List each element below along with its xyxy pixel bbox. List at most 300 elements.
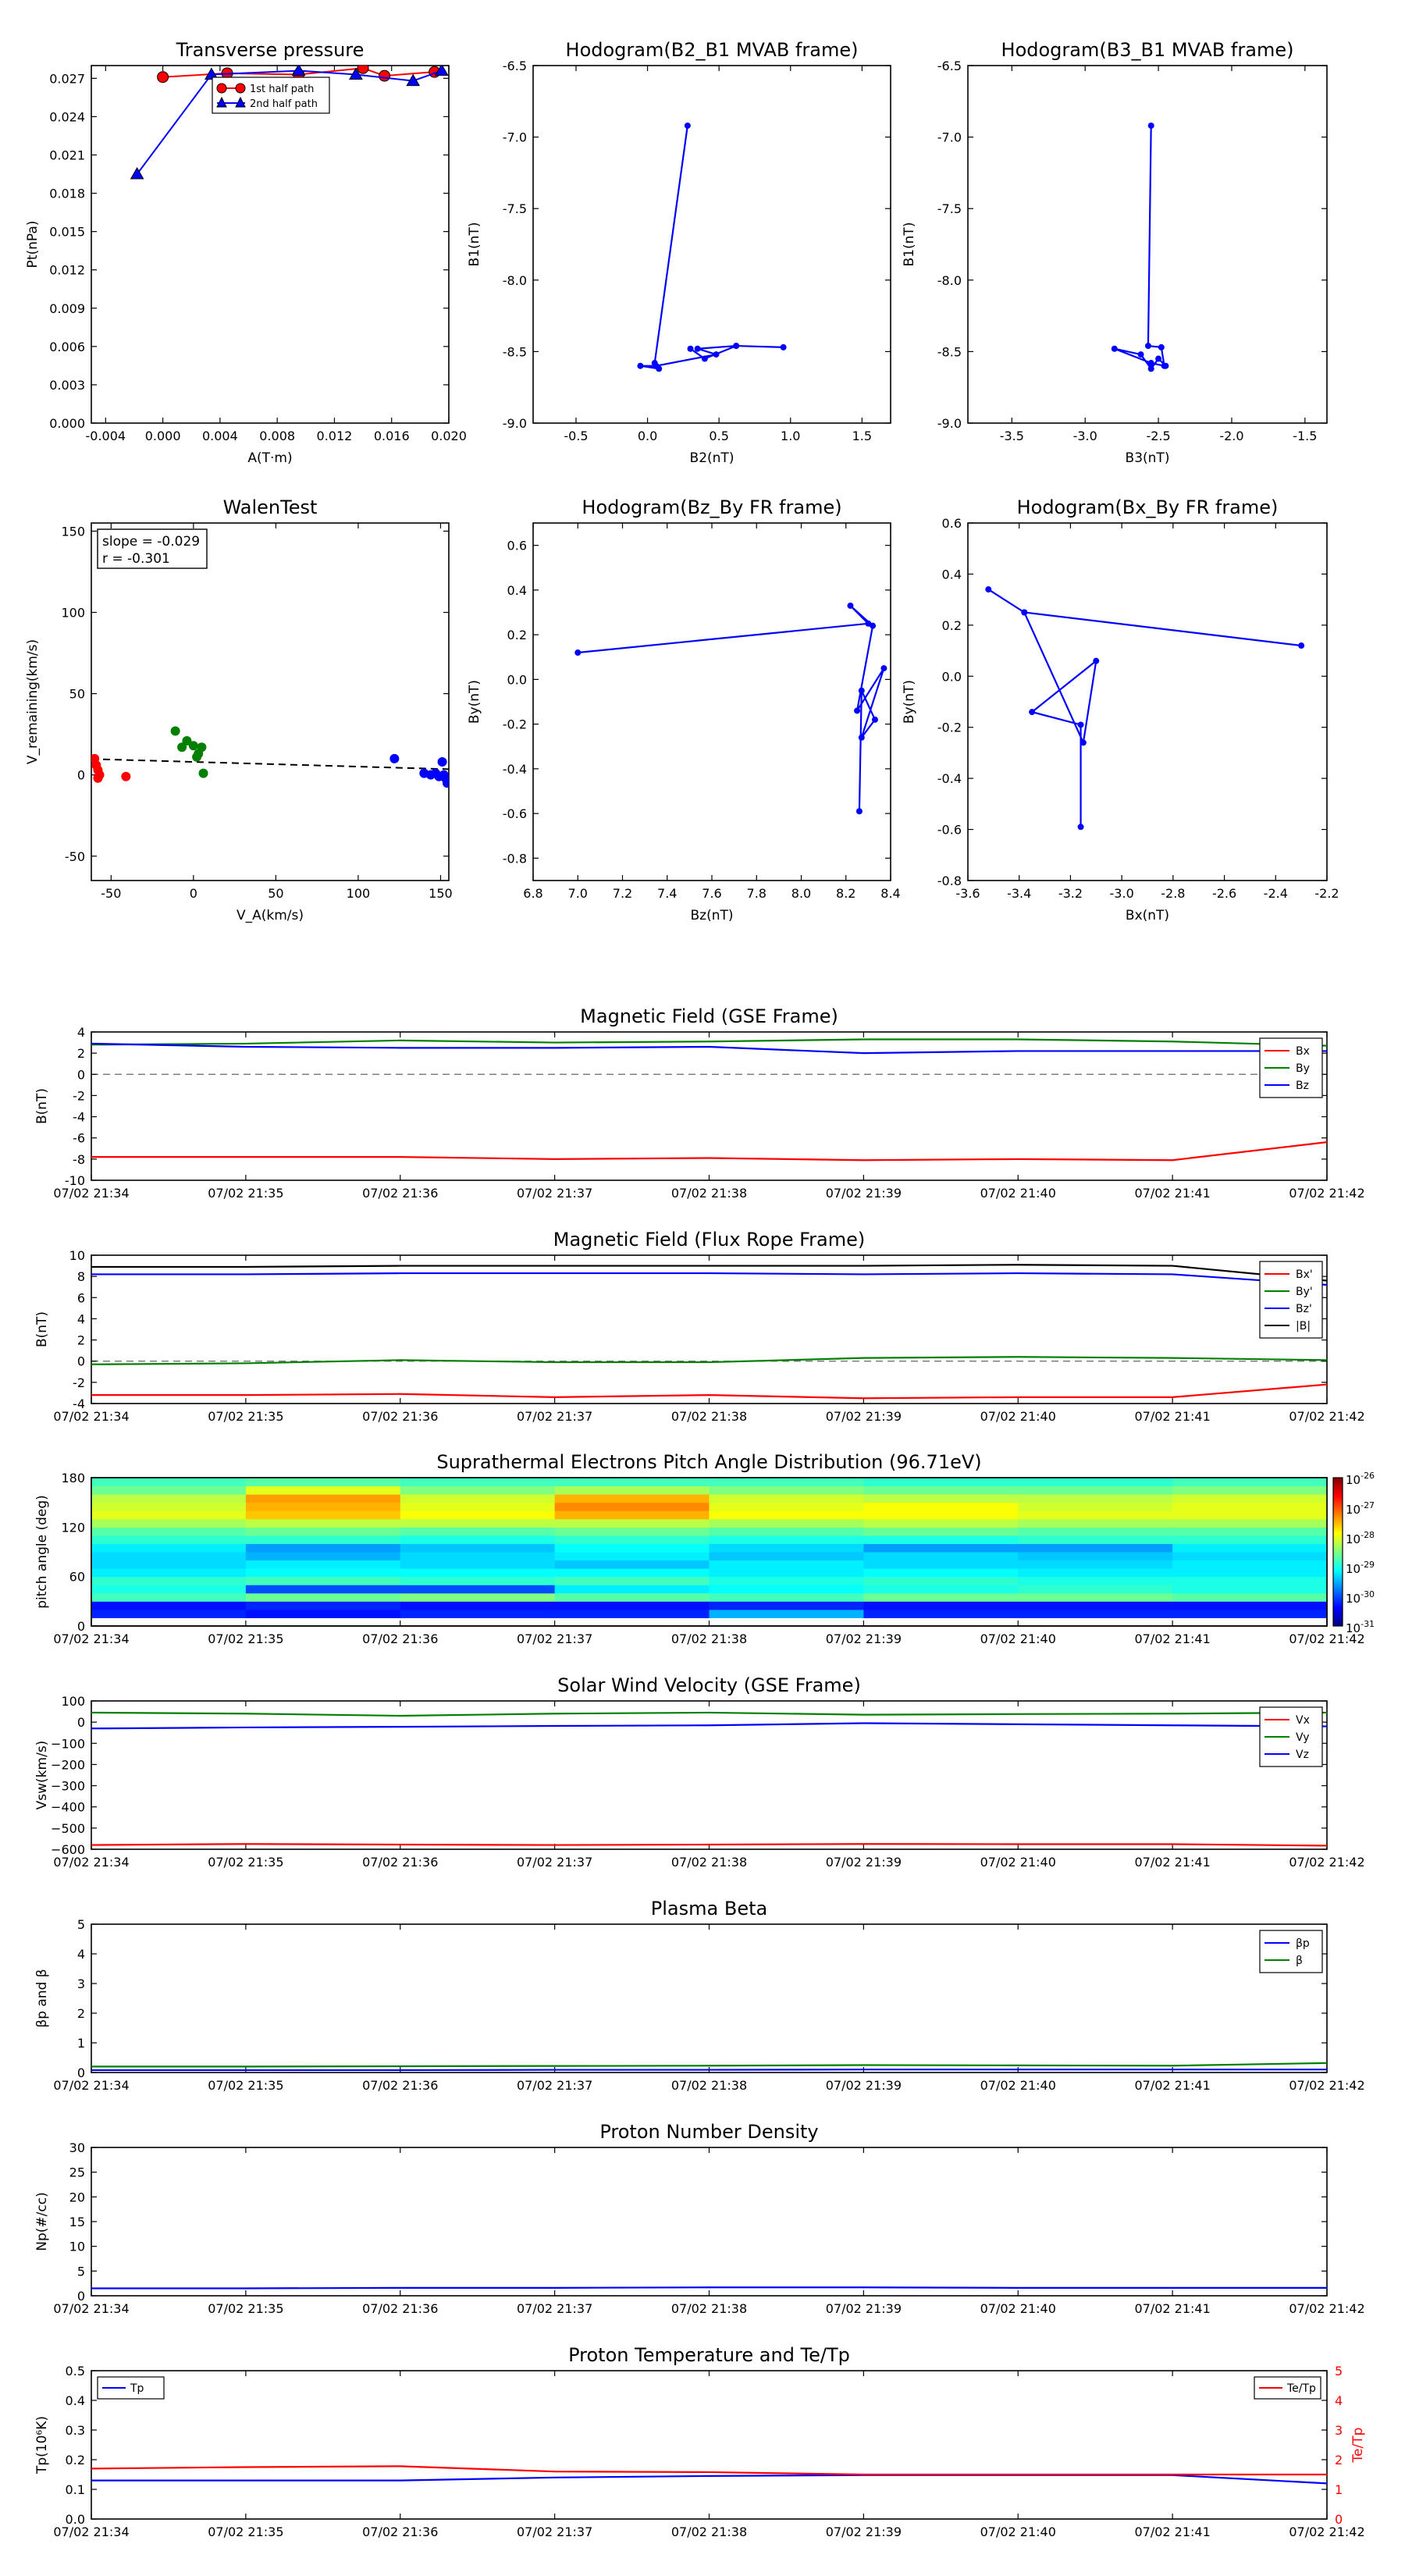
- hodogram-bx-by-xtick-label: -3.2: [1058, 886, 1083, 901]
- magnetic-field-fr-ytick-label: 10: [69, 1248, 85, 1263]
- pitch-angle-cell: [91, 1552, 246, 1560]
- magnetic-field-fr-xtick-label: 07/02 21:37: [516, 1409, 593, 1424]
- pitch-angle-cell: [1018, 1560, 1172, 1569]
- pitch-angle-cell: [91, 1601, 246, 1610]
- magnetic-field-fr-legend-label: Bz': [1296, 1303, 1312, 1315]
- pitch-angle-cell: [1172, 1519, 1327, 1528]
- pitch-angle-cell: [555, 1527, 710, 1535]
- magnetic-field-fr-ytick-label: -2: [73, 1375, 85, 1390]
- magnetic-field-gse-ytick-label: -8: [73, 1151, 85, 1167]
- plasma-beta-xtick-label: 07/02 21:36: [362, 2078, 439, 2093]
- proton-temperature-xtick-label: 07/02 21:39: [825, 2524, 902, 2539]
- walen-test-axes: [25, 496, 453, 923]
- solar-wind-velocity-ytick-label: 100: [61, 1694, 85, 1709]
- proton-temperature-ytick-label-right: 3: [1335, 2423, 1343, 2438]
- magnetic-field-fr-xtick-label: 07/02 21:34: [53, 1409, 130, 1424]
- pitch-angle-cell: [555, 1543, 710, 1552]
- proton-density-ytick-label: 20: [69, 2190, 85, 2205]
- transverse-pressure-legend-label: 2nd half path: [250, 98, 318, 110]
- hodogram-bx-by-point: [1021, 610, 1027, 616]
- pitch-angle-cell: [1018, 1527, 1172, 1535]
- hodogram-bx-by-point: [1093, 658, 1099, 664]
- solar-wind-velocity-xtick-label: 07/02 21:40: [980, 1855, 1056, 1870]
- pitch-angle-colorbar-exp: -30: [1361, 1589, 1375, 1599]
- hodogram-b2-b1-point: [653, 363, 660, 369]
- pitch-angle-cell: [246, 1543, 400, 1552]
- proton-temperature-ytick-label: 0.3: [65, 2423, 85, 2438]
- solar-wind-velocity-axes: [34, 1674, 1365, 1870]
- pitch-angle-cell: [863, 1535, 1018, 1544]
- pitch-angle-cell: [1172, 1585, 1327, 1593]
- hodogram-bx-by-xtick-label: -2.6: [1211, 886, 1237, 901]
- hodogram-bz-by-point: [859, 688, 865, 694]
- pitch-angle-cell: [1018, 1610, 1172, 1618]
- pitch-angle-xtick-label: 07/02 21:41: [1134, 1631, 1211, 1646]
- magnetic-field-gse-xtick-label: 07/02 21:38: [670, 1186, 748, 1201]
- pitch-angle-cell: [1172, 1543, 1327, 1552]
- proton-temperature-axes: [34, 2344, 1366, 2539]
- proton-density-ytick-label: 25: [69, 2165, 85, 2180]
- hodogram-bx-by-point: [1078, 824, 1084, 830]
- pitch-angle-cell: [710, 1478, 864, 1486]
- pitch-angle-cell: [863, 1503, 1018, 1511]
- pitch-angle-cell: [91, 1560, 246, 1569]
- plasma-beta-axes: [34, 1898, 1365, 2093]
- pitch-angle-cell: [91, 1543, 246, 1552]
- proton-temperature-ytick-label-right: 1: [1335, 2482, 1343, 2497]
- pitch-angle-cell: [1172, 1560, 1327, 1569]
- pitch-angle-cell: [863, 1486, 1018, 1495]
- hodogram-b3-b1-point: [1145, 343, 1151, 349]
- pitch-angle-cell: [555, 1494, 710, 1503]
- proton-temperature-ytick-label-right: 4: [1335, 2393, 1343, 2408]
- proton-temperature-xtick-label: 07/02 21:37: [516, 2524, 593, 2539]
- pitch-angle-cell: [91, 1527, 246, 1535]
- pitch-angle-cell: [555, 1503, 710, 1511]
- pitch-angle-cell: [1018, 1503, 1172, 1511]
- pitch-angle-cell: [246, 1610, 400, 1618]
- proton-temperature-ytick-label: 0.2: [65, 2453, 85, 2467]
- hodogram-bx-by-ytick-label: -0.4: [937, 771, 962, 787]
- pitch-angle-cell: [91, 1486, 246, 1495]
- pitch-angle-cell: [400, 1494, 555, 1503]
- pitch-angle-cell: [1018, 1593, 1172, 1602]
- walen-test-frame: [91, 523, 449, 881]
- hodogram-b3-b1-point: [1138, 351, 1144, 358]
- hodogram-bx-by-xtick-label: -2.2: [1314, 886, 1339, 901]
- solar-wind-velocity-ytick-label: −200: [51, 1757, 85, 1773]
- pitch-angle-cell: [246, 1503, 400, 1511]
- pitch-angle-cell: [1172, 1610, 1327, 1618]
- pitch-angle-cell: [1018, 1577, 1172, 1585]
- hodogram-bz-by-frame: [533, 523, 891, 881]
- pitch-angle-cell: [863, 1610, 1018, 1618]
- solar-wind-velocity-ytick-label: 0: [76, 1715, 85, 1731]
- pitch-angle-colorbar-label: $10^{-27}$: [1346, 1500, 1375, 1517]
- plasma-beta-series-βp: [91, 2069, 1327, 2070]
- magnetic-field-gse-legend-label: Bz: [1296, 1080, 1309, 1092]
- hodogram-bx-by-xlabel: Bx(nT): [1125, 908, 1170, 923]
- hodogram-bx-by-point: [985, 586, 991, 592]
- magnetic-field-fr-xtick-label: 07/02 21:42: [1289, 1409, 1365, 1424]
- proton-temperature-frame: [91, 2371, 1327, 2519]
- hodogram-bz-by-title: Hodogram(Bz_By FR frame): [582, 496, 842, 518]
- hodogram-b2-b1-ylabel: B1(nT): [467, 222, 482, 267]
- proton-temperature-legend-label: Te/Tp: [1287, 2382, 1316, 2395]
- hodogram-b2-b1-ytick-label: -8.0: [502, 272, 527, 288]
- solar-wind-velocity-frame: [91, 1701, 1327, 1849]
- proton-temperature-xtick-label: 07/02 21:38: [670, 2524, 748, 2539]
- magnetic-field-gse-legend-label: Bx: [1296, 1045, 1310, 1058]
- proton-temperature-ylabel-right: Te/Tp: [1350, 2427, 1366, 2463]
- magnetic-field-gse-series-Bz: [91, 1044, 1327, 1053]
- proton-density-xtick-label: 07/02 21:38: [670, 2301, 748, 2316]
- pitch-angle-cell: [555, 1568, 710, 1577]
- pitch-angle-colorbar-exp: -28: [1361, 1530, 1375, 1540]
- pitch-angle-cell: [91, 1519, 246, 1528]
- magnetic-field-fr-ylabel: B(nT): [34, 1311, 50, 1348]
- solar-wind-velocity-xtick-label: 07/02 21:36: [362, 1855, 439, 1870]
- pitch-angle-cell: [400, 1585, 555, 1593]
- proton-density-xtick-label: 07/02 21:41: [1134, 2301, 1211, 2316]
- walen-test-point: [389, 754, 399, 763]
- solar-wind-velocity-ylabel: Vsw(km/s): [34, 1740, 50, 1810]
- proton-density-xtick-label: 07/02 21:36: [362, 2301, 439, 2316]
- hodogram-bx-by-frame: [968, 523, 1327, 881]
- walen-test-ytick-label: 0: [76, 767, 85, 783]
- proton-density-series-line: [91, 2287, 1327, 2288]
- pitch-angle-cell: [1172, 1478, 1327, 1486]
- magnetic-field-gse-xtick-label: 07/02 21:41: [1134, 1186, 1211, 1201]
- walen-test-point: [438, 757, 447, 767]
- magnetic-field-gse-series-By: [91, 1040, 1327, 1046]
- hodogram-b3-b1-ytick-label: -9.0: [937, 416, 962, 431]
- hodogram-b3-b1-xtick-label: -1.5: [1293, 429, 1318, 443]
- magnetic-field-gse-xtick-label: 07/02 21:42: [1289, 1186, 1365, 1201]
- transverse-pressure-ytick-label: 0.024: [49, 109, 85, 125]
- pitch-angle-cell: [91, 1610, 246, 1618]
- pitch-angle-cell: [863, 1494, 1018, 1503]
- magnetic-field-gse-ylabel: B(nT): [34, 1087, 50, 1125]
- pitch-angle-ytick-label: 180: [61, 1471, 85, 1485]
- solar-wind-velocity-ytick-label: −600: [51, 1842, 85, 1857]
- proton-temperature-ytick-label: 0.5: [65, 2364, 85, 2379]
- pitch-angle-cell: [555, 1486, 710, 1495]
- walen-test-xtick-label: 0: [189, 886, 197, 901]
- proton-temperature-legend-label: Tp: [130, 2382, 144, 2395]
- solar-wind-velocity-xtick-label: 07/02 21:39: [825, 1855, 902, 1870]
- pitch-angle-cell: [1172, 1494, 1327, 1503]
- hodogram-bz-by-ylabel: By(nT): [467, 679, 482, 724]
- pitch-angle-cell: [710, 1601, 864, 1610]
- pitch-angle-cell: [710, 1543, 864, 1552]
- hodogram-bz-by-xtick-label: 8.2: [836, 886, 856, 901]
- pitch-angle-cell: [555, 1593, 710, 1602]
- transverse-pressure-xtick-label: 0.016: [373, 429, 410, 443]
- pitch-angle-cell: [710, 1585, 864, 1593]
- proton-density-xtick-label: 07/02 21:39: [825, 2301, 902, 2316]
- hodogram-bz-by-xtick-label: 8.4: [880, 886, 901, 901]
- hodogram-bz-by-point: [859, 735, 865, 741]
- magnetic-field-fr-ytick-label: -4: [73, 1397, 85, 1411]
- proton-density-xtick-label: 07/02 21:42: [1289, 2301, 1365, 2316]
- pitch-angle-cell: [400, 1568, 555, 1577]
- transverse-pressure-ytick-label: 0.021: [49, 148, 85, 163]
- pitch-angle-cell: [710, 1610, 864, 1618]
- hodogram-bz-by-xlabel: Bz(nT): [690, 908, 734, 923]
- pitch-angle-cell: [246, 1568, 400, 1577]
- hodogram-b3-b1-ytick-label: -7.0: [937, 130, 962, 145]
- transverse-pressure-ytick-label: 0.009: [49, 301, 85, 316]
- hodogram-b2-b1-ytick-label: -6.5: [502, 59, 527, 73]
- hodogram-b3-b1-point: [1148, 123, 1154, 129]
- plasma-beta-xtick-label: 07/02 21:40: [980, 2078, 1056, 2093]
- walen-test-ytick-label: -50: [64, 849, 85, 864]
- magnetic-field-fr-ytick-label: 4: [76, 1311, 85, 1327]
- hodogram-bz-by-ytick-label: -0.4: [502, 761, 527, 777]
- pitch-angle-cell: [1018, 1601, 1172, 1610]
- proton-density-ytick-label: 10: [69, 2239, 85, 2254]
- transverse-pressure-ytick-label: 0.015: [49, 224, 85, 240]
- hodogram-bx-by-xtick-label: -3.0: [1109, 886, 1134, 901]
- solar-wind-velocity-xtick-label: 07/02 21:42: [1289, 1855, 1365, 1870]
- walen-test-xtick-label: 150: [429, 886, 453, 901]
- hodogram-b2-b1-point: [733, 343, 739, 349]
- pitch-angle-cell: [710, 1486, 864, 1495]
- magnetic-field-fr-xtick-label: 07/02 21:35: [208, 1409, 284, 1424]
- proton-density-axes: [34, 2121, 1365, 2316]
- hodogram-b2-b1-frame: [533, 66, 891, 423]
- hodogram-b2-b1-xtick-label: 1.0: [781, 429, 801, 443]
- pitch-angle-cell: [246, 1510, 400, 1519]
- pitch-angle-cell: [91, 1535, 246, 1544]
- magnetic-field-gse-xtick-label: 07/02 21:36: [362, 1186, 439, 1201]
- plasma-beta-xtick-label: 07/02 21:35: [208, 2078, 284, 2093]
- walen-test-point: [199, 769, 208, 778]
- pitch-angle-cell: [710, 1577, 864, 1585]
- hodogram-bz-by-point: [870, 623, 876, 629]
- plasma-beta-xtick-label: 07/02 21:34: [53, 2078, 130, 2093]
- hodogram-bx-by-point: [1078, 721, 1084, 728]
- pitch-angle-cell: [863, 1543, 1018, 1552]
- hodogram-b2-b1-point: [702, 356, 708, 362]
- magnetic-field-fr-ytick-label: 0: [76, 1354, 85, 1369]
- magnetic-field-gse-ytick-label: -2: [73, 1088, 85, 1104]
- walen-test-point: [171, 726, 180, 735]
- walen-test-title: WalenTest: [222, 496, 318, 518]
- plasma-beta-series-β: [91, 2063, 1327, 2067]
- hodogram-b3-b1-ytick-label: -8.5: [937, 344, 962, 360]
- pitch-angle-cell: [91, 1585, 246, 1593]
- pitch-angle-cell: [1018, 1510, 1172, 1519]
- walen-test-point: [121, 772, 130, 781]
- plasma-beta-xtick-label: 07/02 21:42: [1289, 2078, 1365, 2093]
- pitch-angle-cell: [863, 1568, 1018, 1577]
- pitch-angle-cell: [1018, 1519, 1172, 1528]
- hodogram-b3-b1-xtick-label: -2.0: [1219, 429, 1244, 443]
- pitch-angle-cell: [555, 1610, 710, 1618]
- hodogram-bx-by-ytick-label: 0.6: [941, 516, 962, 531]
- proton-density-xtick-label: 07/02 21:35: [208, 2301, 284, 2316]
- hodogram-bz-by-xtick-label: 7.4: [657, 886, 678, 901]
- hodogram-bz-by-xtick-label: 7.0: [567, 886, 588, 901]
- hodogram-b2-b1-xtick-label: -0.5: [564, 429, 589, 443]
- solar-wind-velocity-legend-label: Vy: [1296, 1731, 1310, 1744]
- plasma-beta-ytick-label: 5: [76, 1917, 85, 1932]
- hodogram-b3-b1-xtick-label: -3.0: [1072, 429, 1097, 443]
- magnetic-field-fr-series-By': [91, 1357, 1327, 1364]
- pitch-angle-cell: [1018, 1585, 1172, 1593]
- proton-density-ytick-label: 30: [69, 2140, 85, 2155]
- transverse-pressure-frame: [91, 66, 449, 423]
- hodogram-bx-by-ytick-label: -0.6: [937, 822, 962, 838]
- hodogram-bx-by-xtick-label: -2.8: [1161, 886, 1186, 901]
- magnetic-field-gse-title: Magnetic Field (GSE Frame): [580, 1005, 838, 1027]
- hodogram-b2-b1-ytick-label: -9.0: [502, 416, 527, 431]
- plasma-beta-legend-label: βp: [1296, 1937, 1310, 1950]
- transverse-pressure-xtick-label: 0.012: [316, 429, 353, 443]
- pitch-angle-cell: [400, 1510, 555, 1519]
- pitch-angle-cell: [710, 1527, 864, 1535]
- hodogram-bz-by-point: [856, 808, 863, 814]
- magnetic-field-fr-frame: [91, 1255, 1327, 1404]
- pitch-angle-xtick-label: 07/02 21:36: [362, 1631, 439, 1646]
- pitch-angle-xtick-label: 07/02 21:37: [516, 1631, 593, 1646]
- pitch-angle-xtick-label: 07/02 21:38: [670, 1631, 748, 1646]
- proton-temperature-series-Te/Tp: [91, 2466, 1327, 2475]
- proton-temperature-ytick-label: 0.0: [65, 2512, 85, 2527]
- magnetic-field-fr-legend-label: Bx': [1296, 1268, 1313, 1281]
- pitch-angle-cell: [400, 1543, 555, 1552]
- hodogram-bz-by-point: [872, 717, 878, 723]
- transverse-pressure-legend-marker: [217, 84, 226, 93]
- pitch-angle-cell: [246, 1601, 400, 1610]
- pitch-angle-xtick-label: 07/02 21:40: [980, 1631, 1056, 1646]
- plasma-beta-xtick-label: 07/02 21:37: [516, 2078, 593, 2093]
- hodogram-bx-by-ytick-label: -0.2: [937, 720, 962, 735]
- hodogram-bx-by-xtick-label: -3.6: [955, 886, 980, 901]
- solar-wind-velocity-series-Vx: [91, 1844, 1327, 1845]
- magnetic-field-gse-axes: [34, 1005, 1365, 1201]
- pitch-angle-cell: [555, 1478, 710, 1486]
- solar-wind-velocity-xtick-label: 07/02 21:35: [208, 1855, 284, 1870]
- plasma-beta-xtick-label: 07/02 21:39: [825, 2078, 902, 2093]
- plasma-beta-ytick-label: 4: [76, 1947, 85, 1962]
- pitch-angle-cell: [710, 1560, 864, 1569]
- hodogram-b3-b1-frame: [968, 66, 1327, 423]
- solar-wind-velocity-ytick-label: −300: [51, 1778, 85, 1794]
- hodogram-bx-by-title: Hodogram(Bx_By FR frame): [1016, 496, 1279, 518]
- hodogram-b2-b1-ytick-label: -7.0: [502, 130, 527, 145]
- hodogram-bx-by-xtick-label: -2.4: [1263, 886, 1288, 901]
- pitch-angle-cell: [246, 1478, 400, 1486]
- magnetic-field-gse-ytick-label: 0: [76, 1067, 85, 1083]
- transverse-pressure-point-circle: [158, 72, 169, 83]
- hodogram-bz-by-point: [854, 707, 860, 713]
- pitch-angle-cell: [710, 1535, 864, 1544]
- transverse-pressure-ytick-label: 0.027: [49, 71, 85, 87]
- pitch-angle-cell: [400, 1552, 555, 1560]
- hodogram-bx-by-ytick-label: 0.2: [941, 617, 962, 633]
- pitch-angle-cell: [400, 1519, 555, 1528]
- hodogram-bx-by-ytick-label: -0.8: [937, 873, 962, 888]
- hodogram-bx-by-ytick-label: 0.0: [941, 669, 962, 685]
- pitch-angle-cell: [1172, 1510, 1327, 1519]
- hodogram-b2-b1-ytick-label: -7.5: [502, 201, 527, 217]
- hodogram-bz-by-ytick-label: 0.4: [507, 582, 527, 598]
- hodogram-b2-b1-point: [637, 363, 643, 369]
- pitch-angle-cell: [246, 1535, 400, 1544]
- magnetic-field-gse-xtick-label: 07/02 21:34: [53, 1186, 130, 1201]
- proton-density-xtick-label: 07/02 21:40: [980, 2301, 1056, 2316]
- hodogram-b3-b1-ytick-label: -7.5: [937, 201, 962, 217]
- proton-temperature-ytick-label-right: 2: [1335, 2453, 1343, 2467]
- proton-temperature-ylabel: Tp(10⁶K): [34, 2415, 50, 2475]
- hodogram-b3-b1-xtick-label: -2.5: [1146, 429, 1171, 443]
- pitch-angle-cell: [91, 1577, 246, 1585]
- pitch-angle-colorbar-label: $10^{-29}$: [1346, 1560, 1375, 1576]
- pitch-angle-cell: [91, 1494, 246, 1503]
- pitch-angle-colorbar-exp: -26: [1361, 1471, 1375, 1481]
- plasma-beta-xtick-label: 07/02 21:38: [670, 2078, 748, 2093]
- pitch-angle-cell: [1172, 1577, 1327, 1585]
- pitch-angle-colorbar-exp: -27: [1361, 1500, 1375, 1510]
- magnetic-field-fr-xtick-label: 07/02 21:39: [825, 1409, 902, 1424]
- transverse-pressure-ytick-label: 0.000: [49, 416, 85, 431]
- pitch-angle-cell: [400, 1577, 555, 1585]
- solar-wind-velocity-xtick-label: 07/02 21:41: [1134, 1855, 1211, 1870]
- magnetic-field-gse-ytick-label: -4: [73, 1109, 85, 1125]
- hodogram-bx-by-plot-area: [985, 586, 1304, 830]
- plasma-beta-ylabel: βp and β: [34, 1969, 50, 2028]
- magnetic-field-fr-series-Bz': [91, 1273, 1327, 1285]
- hodogram-b2-b1-xtick-label: 0.5: [709, 429, 729, 443]
- hodogram-bz-by-ytick-label: -0.8: [502, 851, 527, 866]
- hodogram-b3-b1-point: [1148, 365, 1154, 372]
- pitch-angle-cell: [400, 1601, 555, 1610]
- pitch-angle-cell: [710, 1510, 864, 1519]
- hodogram-bz-by-axes: [467, 496, 901, 923]
- hodogram-b2-b1-ytick-label: -8.5: [502, 344, 527, 360]
- hodogram-bz-by-ytick-label: 0.6: [507, 538, 527, 553]
- transverse-pressure-ylabel: Pt(nPa): [25, 220, 41, 269]
- pitch-angle-cell: [1018, 1478, 1172, 1486]
- transverse-pressure-ytick-label: 0.018: [49, 186, 85, 201]
- solar-wind-velocity-title: Solar Wind Velocity (GSE Frame): [557, 1674, 861, 1696]
- pitch-angle-cell: [246, 1519, 400, 1528]
- hodogram-bx-by-xtick-label: -3.4: [1007, 886, 1032, 901]
- pitch-angle-xtick-label: 07/02 21:39: [825, 1631, 902, 1646]
- magnetic-field-gse-xtick-label: 07/02 21:40: [980, 1186, 1056, 1201]
- pitch-angle-cell: [400, 1503, 555, 1511]
- magnetic-field-fr-series-Bx': [91, 1385, 1327, 1399]
- transverse-pressure-xtick-label: 0.000: [144, 429, 181, 443]
- hodogram-b2-b1-point: [685, 123, 691, 129]
- plasma-beta-title: Plasma Beta: [650, 1898, 768, 1920]
- pitch-angle-cell: [400, 1478, 555, 1486]
- walen-test-ylabel: V_remaining(km/s): [25, 639, 41, 765]
- pitch-angle-cell: [246, 1494, 400, 1503]
- pitch-angle-cell: [1172, 1593, 1327, 1602]
- magnetic-field-gse-xtick-label: 07/02 21:37: [516, 1186, 593, 1201]
- hodogram-b2-b1-point: [781, 344, 787, 350]
- transverse-pressure-xtick-label: -0.004: [85, 429, 126, 443]
- proton-density-ytick-label: 5: [76, 2264, 85, 2279]
- pitch-angle-ytick-label: 60: [69, 1569, 85, 1585]
- hodogram-bx-by-ylabel: By(nT): [902, 679, 917, 724]
- proton-temperature-xtick-label: 07/02 21:36: [362, 2524, 439, 2539]
- proton-density-frame: [91, 2147, 1327, 2296]
